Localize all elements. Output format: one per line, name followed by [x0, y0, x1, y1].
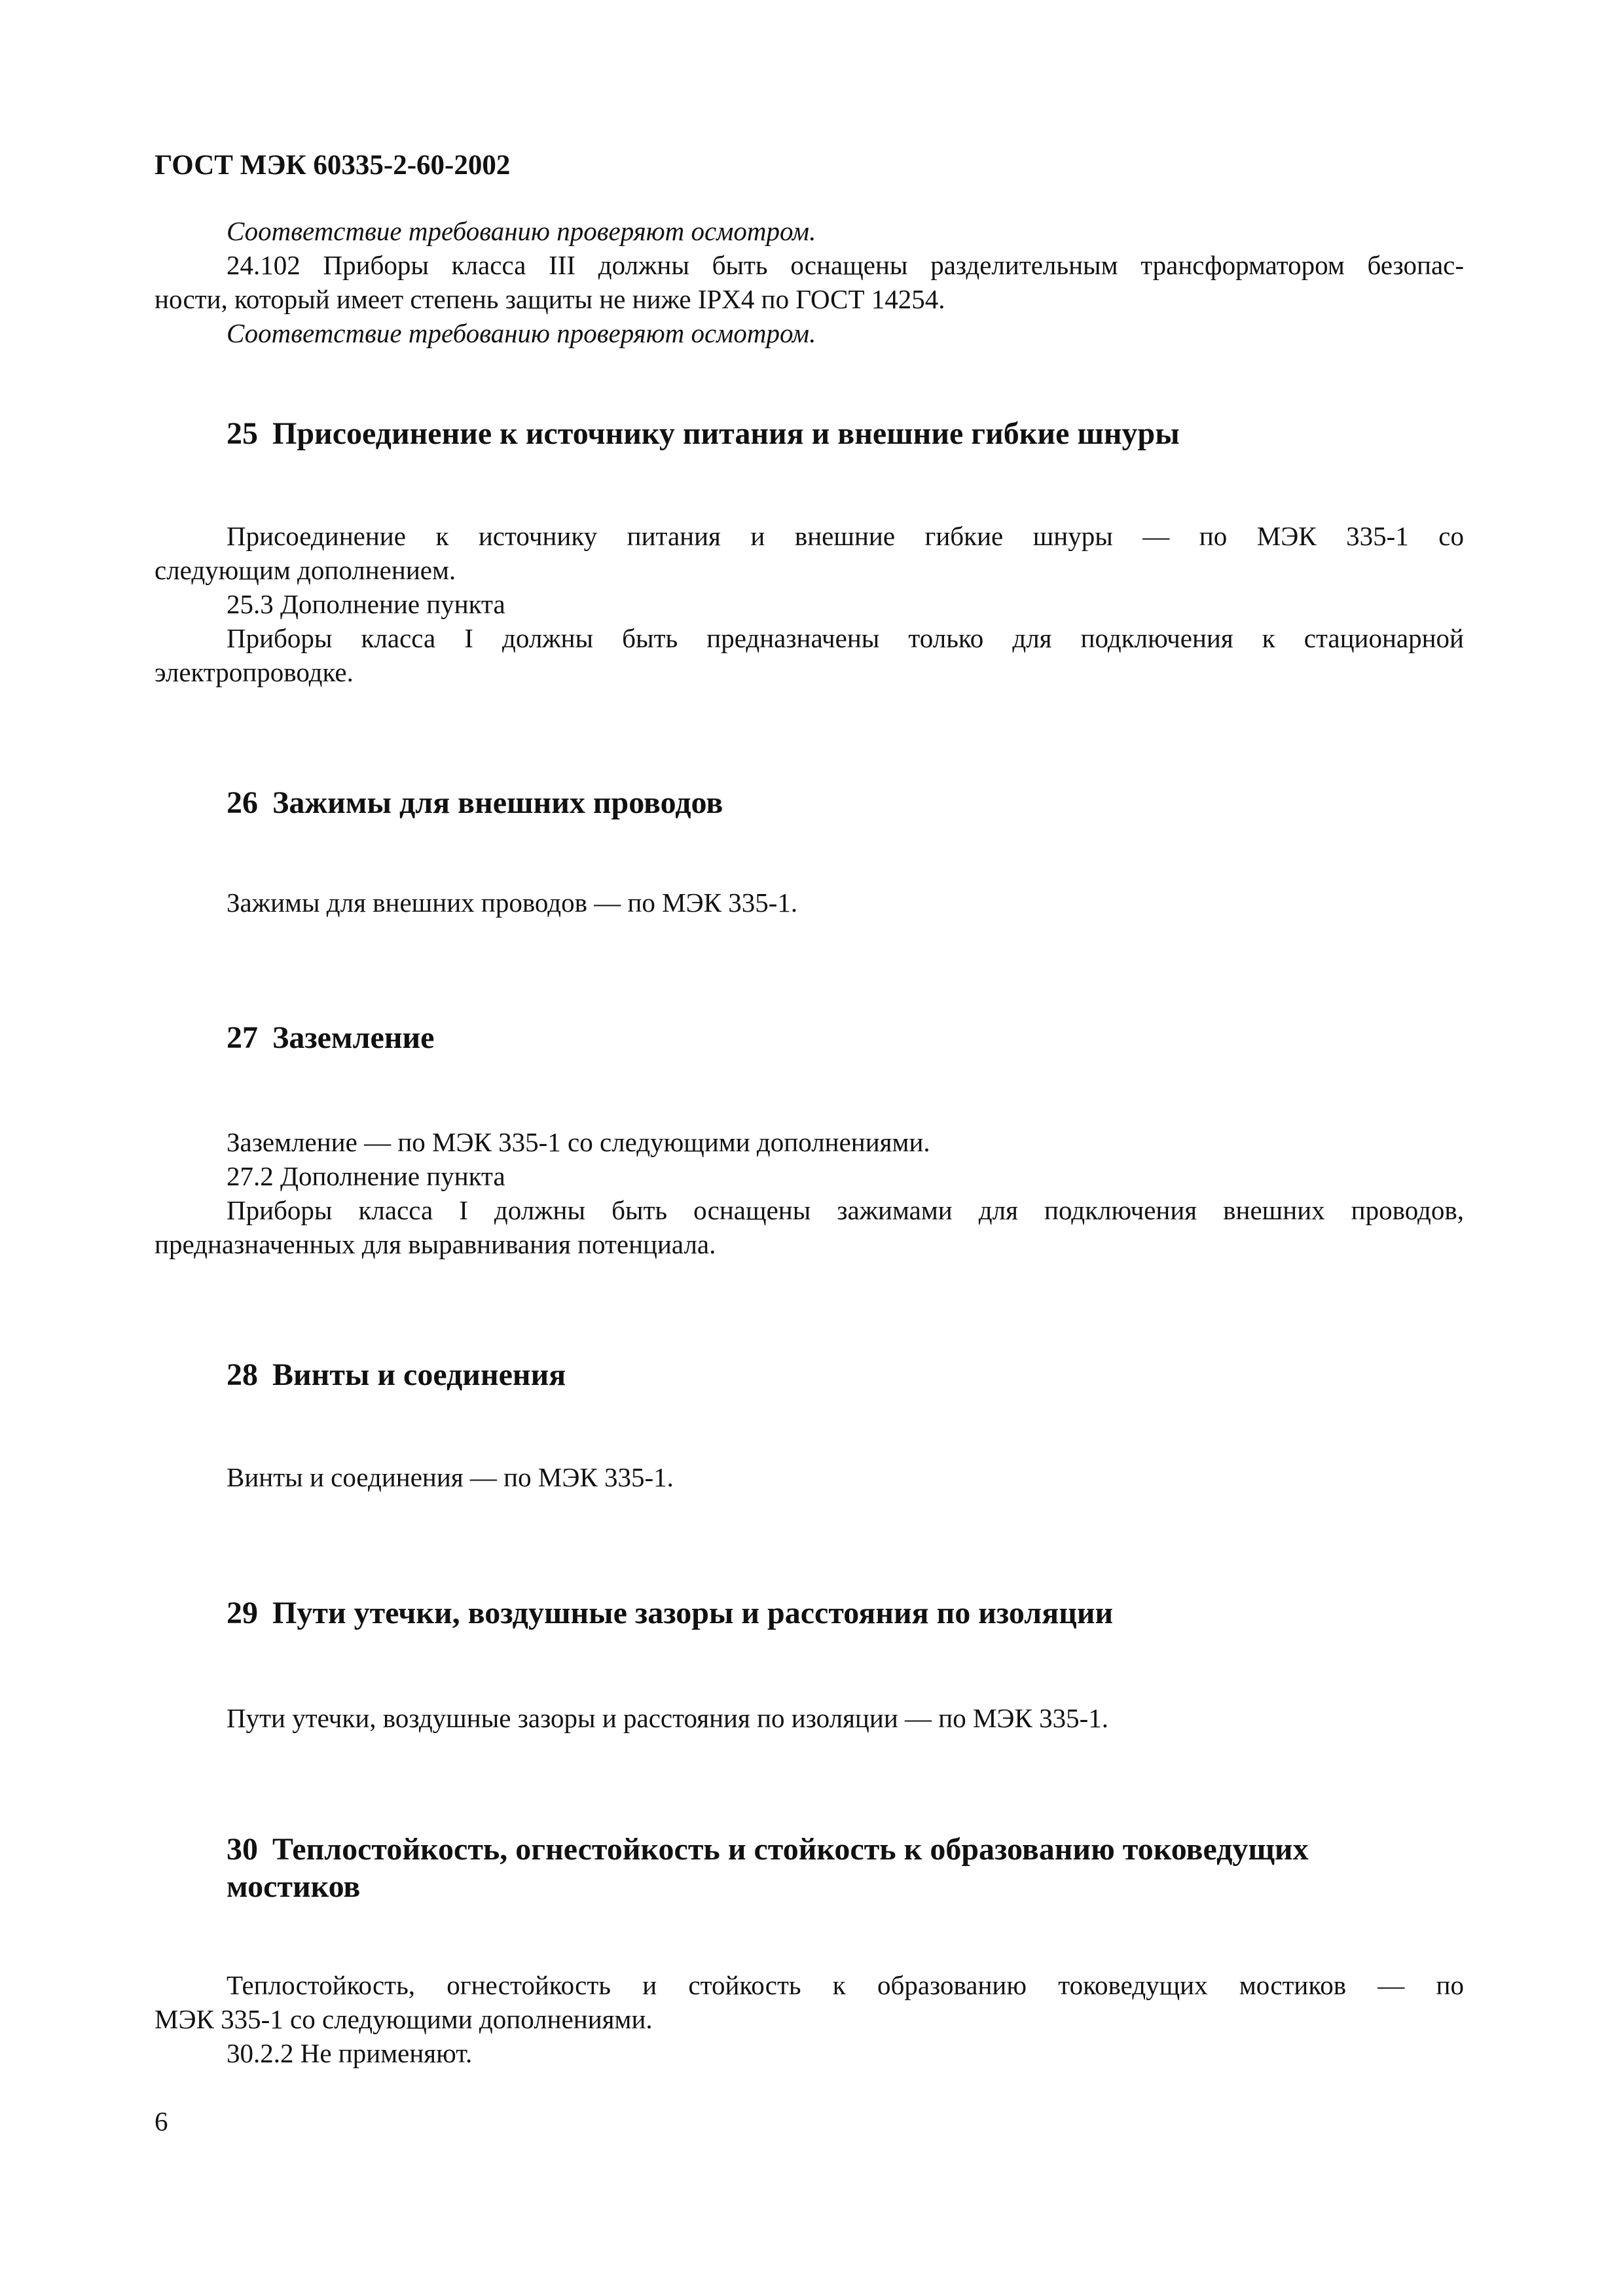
section-heading-30 [227, 1829, 1309, 1870]
section-29-text: Пути утечки, воздушные зазоры и расстояния по изоляции — по МЭК 335-1. [227, 1703, 1108, 1733]
compliance-note: Соответствие требованию проверяют осмотром. [227, 318, 816, 348]
section-30-text: Теплостойкость, огнестойкость и стойкость к образованию токоведущих мостиков — по [227, 1970, 1464, 2000]
section-25-text: электропроводке. [155, 657, 354, 687]
section-number: 27 [227, 1020, 258, 1055]
section-number: 30 [227, 1832, 258, 1867]
section-title: Заземление [272, 1020, 435, 1055]
section-title: Присоединение к источнику питания и внешние гибкие шнуры [272, 416, 1180, 451]
compliance-note: Соответствие требованию проверяют осмотром. [227, 216, 816, 246]
section-28-text: Винты и соединения — по МЭК 335-1. [227, 1462, 674, 1492]
section-number: 25 [227, 416, 258, 451]
section-27-text: Приборы класса I должны быть оснащены зажимами для подключения внешних проводов, [227, 1195, 1464, 1225]
section-number: 28 [227, 1357, 258, 1392]
section-title: Пути утечки, воздушные зазоры и расстояния по изоляции [272, 1596, 1114, 1630]
section-heading-28 [227, 1355, 566, 1395]
section-heading-26 [227, 783, 723, 823]
section-heading-30-continued [227, 1867, 360, 1907]
section-title-line-2: мостиков [227, 1869, 361, 1904]
clause-30-2-2: 30.2.2 Не применяют. [227, 2038, 473, 2068]
section-heading-25 [227, 414, 1180, 454]
section-title: Винты и соединения [272, 1357, 566, 1392]
section-25-text: Приборы класса I должны быть предназначены только для подключения к стационарной [227, 623, 1464, 653]
document-header: ГОСТ МЭК 60335-2-60-2002 [155, 150, 511, 181]
clause-25-3: 25.3 Дополнение пункта [227, 589, 505, 619]
section-26-text: Зажимы для внешних проводов — по МЭК 335-1. [227, 888, 798, 918]
section-title: Теплостойкость, огнестойкость и стойкость к образованию токоведущих [272, 1832, 1309, 1867]
section-heading-29 [227, 1593, 1113, 1634]
section-number: 26 [227, 785, 258, 820]
section-25-text: следующим дополнением. [155, 555, 456, 585]
clause-24-102-line-2: ности, который имеет степень защиты не ниже IPX4 по ГОСТ 14254. [155, 284, 945, 314]
section-27-text: Заземление — по МЭК 335-1 со следующими дополнениями. [227, 1127, 930, 1157]
page-number: 6 [155, 2106, 168, 2136]
section-25-text: Присоединение к источнику питания и внешние гибкие шнуры — по МЭК 335-1 со [227, 521, 1464, 551]
section-title: Зажимы для внешних проводов [272, 785, 723, 820]
section-30-text: МЭК 335-1 со следующими дополнениями. [155, 2004, 653, 2034]
section-heading-27 [227, 1018, 434, 1058]
section-27-text: предназначенных для выравнивания потенциала. [155, 1229, 716, 1259]
clause-24-102-line-1: 24.102 Приборы класса III должны быть оснащены разделительным трансформатором безопас- [227, 250, 1464, 280]
clause-27-2: 27.2 Дополнение пункта [227, 1161, 505, 1191]
section-number: 29 [227, 1596, 258, 1630]
